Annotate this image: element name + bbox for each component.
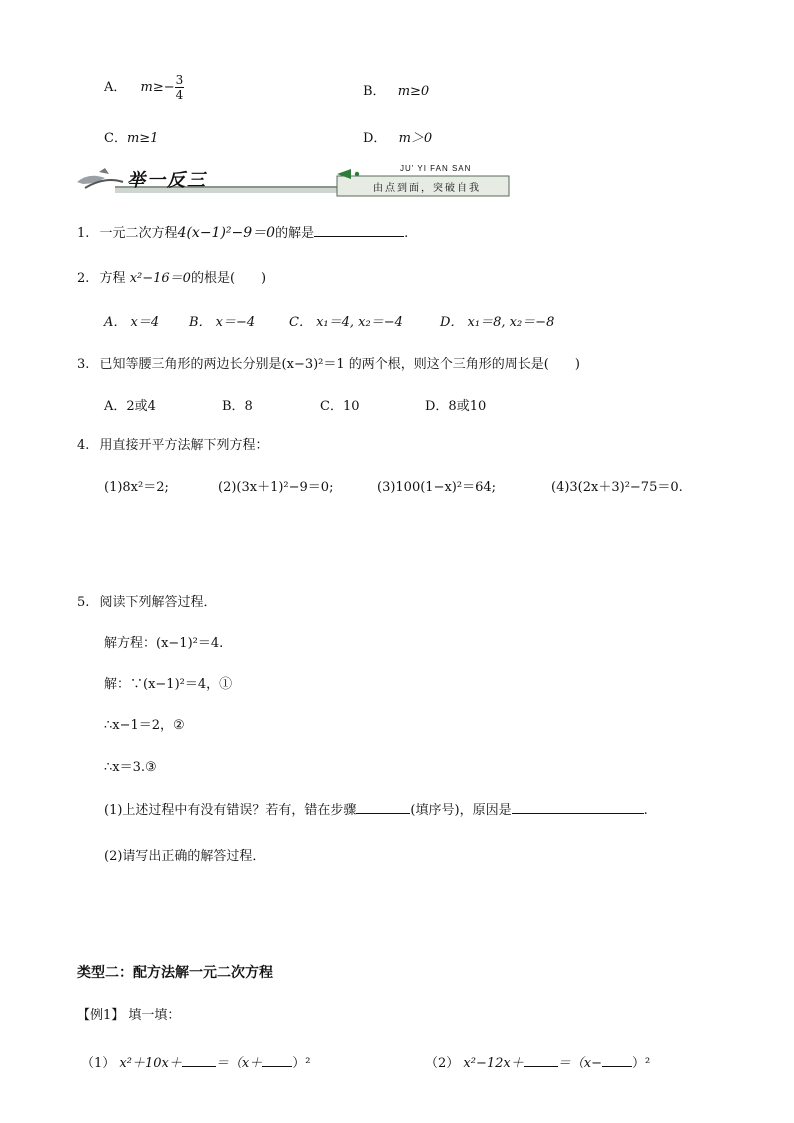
q2-option-a: A． x＝4 — [104, 315, 160, 330]
question-5 — [77, 591, 217, 610]
e1-blank-2[interactable] — [262, 1054, 292, 1067]
section-banner — [75, 162, 511, 198]
option-b-expr: m≥0 — [397, 84, 430, 99]
q4-part-2: (2)(3x＋1)²−9＝0; — [218, 480, 334, 495]
q5-line-3: ∴x−1＝2，② — [104, 718, 185, 733]
option-a-label: A． — [104, 80, 127, 95]
option-d — [363, 127, 432, 146]
question-text-post: 的根是( ) — [190, 271, 267, 286]
question-number: 5. — [77, 595, 90, 610]
q2-option-d: D． x₁＝8, x₂＝−8 — [440, 315, 555, 330]
option-d-expr: m＞0 — [398, 131, 433, 146]
option-d-label: D． — [363, 131, 387, 146]
question-3 — [77, 353, 580, 372]
q3-option-c: C．10 — [320, 399, 360, 414]
reason-blank[interactable] — [512, 801, 644, 814]
q3-option-a: A．2或4 — [104, 399, 156, 414]
e1-close: ）² — [292, 1056, 311, 1071]
e1-expr: x²＋10x＋ — [119, 1056, 182, 1071]
q3-option-b: B．8 — [222, 399, 253, 414]
question-4 — [77, 434, 269, 453]
question-text: 一元二次方程 — [99, 226, 178, 241]
question-number: 2. — [77, 271, 90, 286]
answer-blank[interactable] — [314, 224, 404, 237]
question-text: 方程 — [99, 271, 126, 286]
e2-close: ）² — [631, 1056, 651, 1071]
q5-line-1: 解方程：(x−1)²＝4. — [104, 636, 224, 651]
question-number: 3. — [77, 357, 90, 372]
e1-eq: ＝（x＋ — [215, 1056, 263, 1071]
option-b-label: B． — [363, 84, 386, 99]
sub1-mid: (填序号)，原因是 — [410, 803, 512, 818]
sub1-text: (1)上述过程中有没有错误？若有，错在步骤 — [104, 803, 357, 818]
fraction-three-quarters — [175, 73, 185, 102]
sub1-end: . — [643, 803, 648, 818]
e2-eq: ＝（x− — [557, 1056, 602, 1071]
section-heading: 类型二：配方法解一元二次方程 — [77, 965, 273, 981]
option-c-expr: m≥1 — [126, 131, 159, 146]
example-1 — [81, 1052, 310, 1071]
example-2 — [425, 1052, 650, 1071]
e1-blank-1[interactable] — [182, 1054, 216, 1067]
question-text-post: 的解是 — [275, 226, 315, 241]
option-c — [104, 127, 158, 146]
banner-title: 举一反三 — [127, 170, 207, 191]
question-2 — [77, 267, 266, 286]
example-label: 【例1】 填一填： — [77, 1008, 181, 1023]
q5-line-4: ∴x＝3.③ — [104, 760, 157, 775]
e2-expr: x²−12x＋ — [463, 1056, 524, 1071]
q2-option-c: C． x₁＝4, x₂＝−4 — [289, 315, 403, 330]
fraction-numerator: 3 — [175, 73, 184, 87]
e2-blank-2[interactable] — [602, 1054, 632, 1067]
banner-pinyin: JU' YI FAN SAN — [400, 164, 472, 173]
e2-blank-1[interactable] — [524, 1054, 558, 1067]
q4-part-3: (3)100(1−x)²＝64; — [377, 480, 496, 495]
option-a-expr: m≥− — [140, 80, 175, 95]
question-1 — [77, 222, 408, 242]
e1-label: （1） — [81, 1056, 116, 1071]
q5-sub-2: (2)请写出正确的解答过程． — [104, 849, 266, 864]
option-b — [363, 80, 429, 99]
q2-option-b: B． x＝−4 — [189, 315, 256, 330]
banner-subtitle: 由点到面，突破自我 — [373, 183, 481, 194]
fraction-denominator: 4 — [175, 88, 184, 102]
q5-line-2: 解：∵(x−1)²＝4，① — [104, 677, 233, 692]
option-c-label: C． — [104, 131, 127, 146]
question-number: 1. — [77, 226, 90, 241]
equation: 4(x−1)²−9＝0 — [177, 225, 276, 241]
q4-part-4: (4)3(2x＋3)²−75＝0. — [551, 480, 683, 495]
e2-label: （2） — [425, 1056, 460, 1071]
q5-sub-1 — [104, 799, 648, 818]
question-text: 用直接开平方法解下列方程： — [99, 438, 269, 453]
question-number: 4. — [77, 438, 90, 453]
q3-option-d: D．8或10 — [425, 399, 487, 414]
equation: x²−16＝0 — [129, 271, 191, 286]
period: . — [404, 226, 409, 241]
step-blank[interactable] — [356, 801, 410, 814]
question-text: 已知等腰三角形的两边长分别是(x−3)²＝1 的两个根，则这个三角形的周长是( ) — [99, 357, 580, 372]
q4-part-1: (1)8x²＝2; — [104, 480, 169, 495]
question-text: 阅读下列解答过程． — [99, 595, 217, 610]
option-a — [104, 72, 184, 104]
